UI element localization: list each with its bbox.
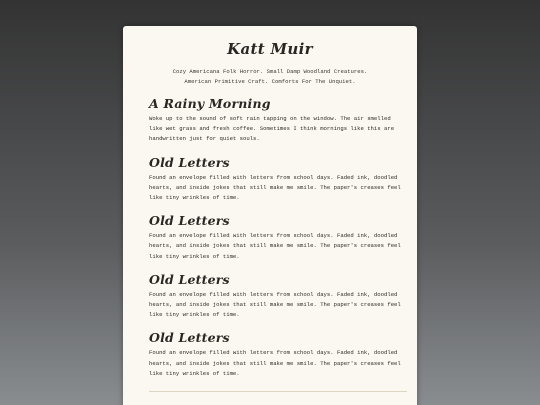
post-body: Found an envelope filled with letters from school days. Faded ink, doodled hearts, and inside jokes that still make me smile. The paper's creases feel like tiny wrinkles of time. xyxy=(149,232,401,260)
blog-title[interactable]: Katt Muir xyxy=(227,40,313,58)
post xyxy=(149,272,403,321)
post-title[interactable]: Old Letters xyxy=(149,154,230,170)
post-body: Found an envelope filled with letters from school days. Faded ink, doodled hearts, and inside jokes that still make me smile. The paper's creases feel like tiny wrinkles of time. xyxy=(149,349,401,377)
post xyxy=(149,213,403,262)
footer-divider xyxy=(149,391,407,392)
post xyxy=(149,330,403,379)
post xyxy=(149,96,403,145)
blog-card xyxy=(123,26,417,405)
tagline-line-2: American Primitive Craft. Comforts For The Unquiet. xyxy=(184,77,356,85)
post-body: Found an envelope filled with letters from school days. Faded ink, doodled hearts, and inside jokes that still make me smile. The paper's creases feel like tiny wrinkles of time. xyxy=(149,290,401,319)
post-title[interactable]: Old Letters xyxy=(149,271,230,287)
blog-tagline xyxy=(137,67,403,86)
post xyxy=(149,155,403,204)
post-title[interactable]: A Rainy Morning xyxy=(149,96,271,111)
post-title[interactable]: Old Letters xyxy=(149,213,230,229)
post-title[interactable]: Old Letters xyxy=(149,330,230,346)
tagline-line-1: Cozy Americana Folk Horror. Small Damp Woodland Creatures. xyxy=(172,68,368,75)
post-body: Woke up to the sound of soft rain tapping on the window. The air smelled like wet grass and fresh coffee. Sometimes I think mornings like this are handwritten just for quiet souls. xyxy=(149,115,395,143)
post-body: Found an envelope filled with letters from school days. Faded ink, doodled hearts, and inside jokes that still make me smile. The paper's creases feel like tiny wrinkles of time. xyxy=(149,173,401,202)
